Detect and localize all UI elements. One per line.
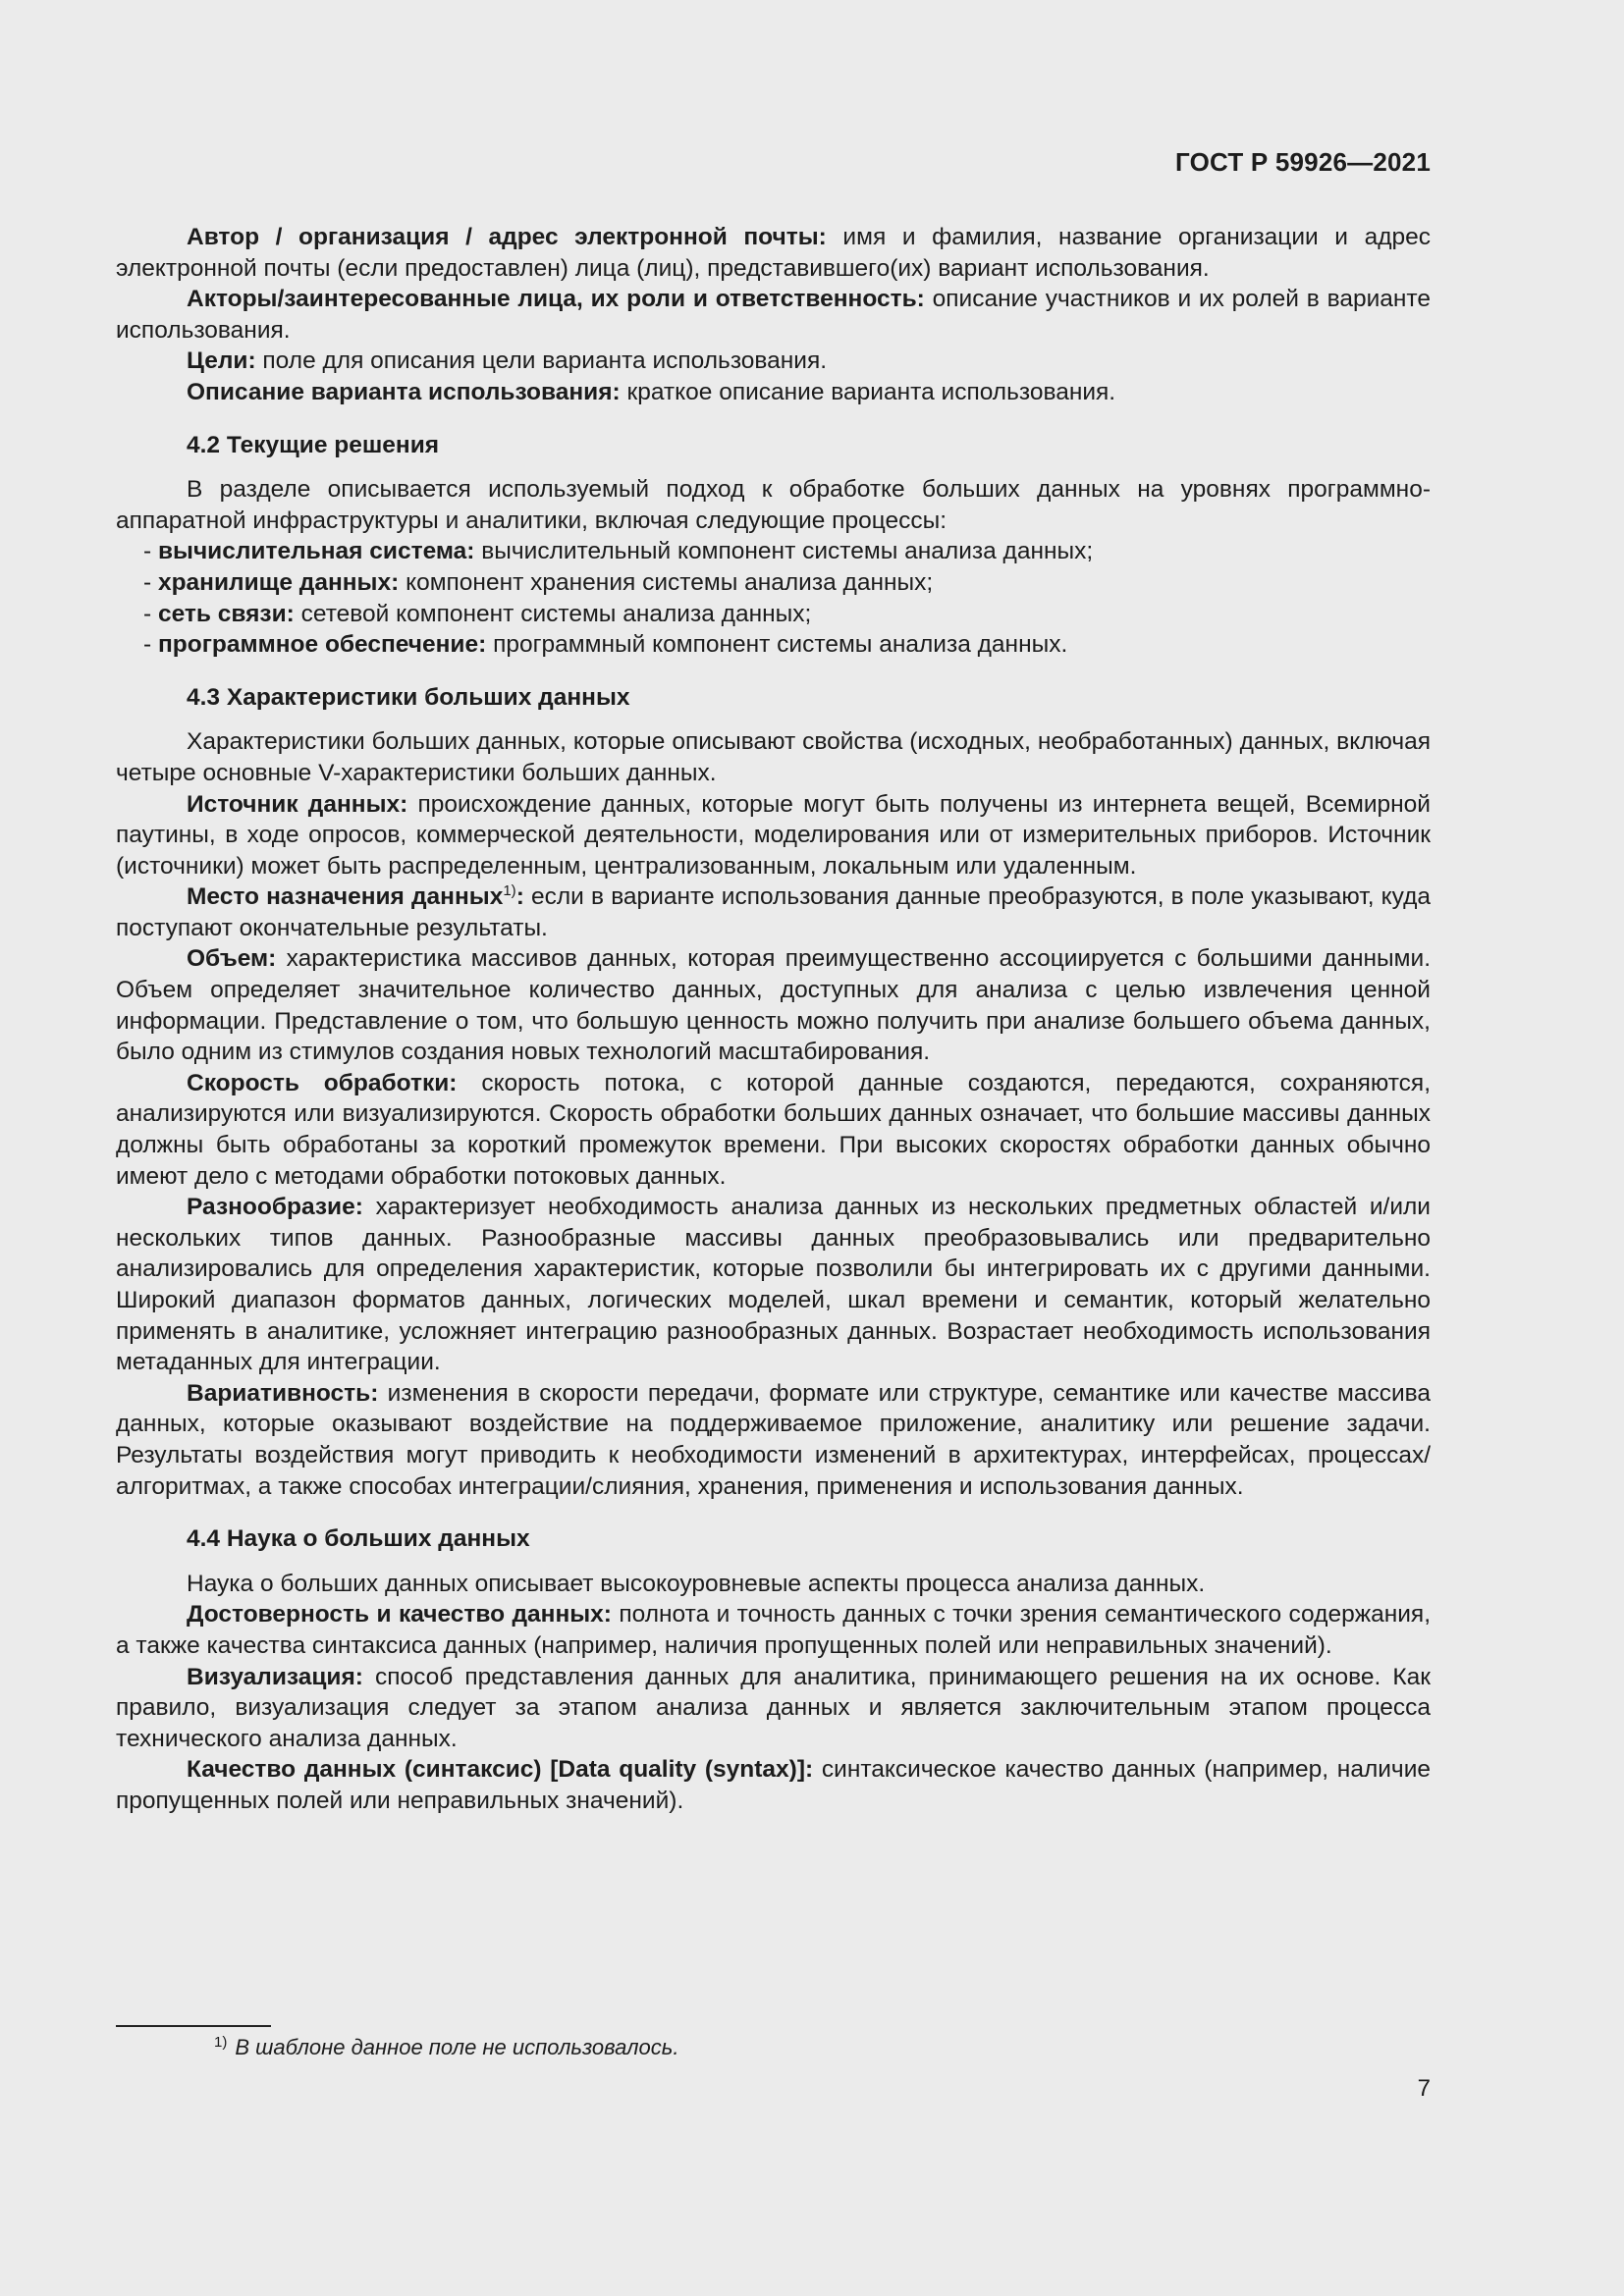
term: Автор / организация / адрес электронной почты: bbox=[187, 224, 827, 250]
footnote-text: В шаблоне данное поле не использовалось. bbox=[235, 2035, 679, 2059]
intro-goals: Цели: поле для описания цели варианта использования. bbox=[187, 347, 828, 375]
page-body bbox=[116, 222, 1431, 1817]
term-variability: Вариативность: изменения в скорости передачи, формате или структуре, семантике или качестве массива данных, которые оказывают воздействие на поддерживаемое приложение, аналитику или решение задачи. Результаты воздействия могут приводить к необходимости изменений в архитектурах, интерфейсах, процессах/алгоритмах, а также способах интеграции/слияния, хранения, применения и использования данных. bbox=[116, 1379, 1431, 1500]
term-source: Источник данных: происхождение данных, которые могут быть получены из интернета вещей, Всемирной паутины, в ходе опросов, коммерческой деятельности, моделирования или от измерительных приборов. Источник (источники) может быть распределенным, централизованным, локальным или удаленным. bbox=[116, 790, 1431, 880]
footnote-ref: 1) bbox=[503, 882, 516, 900]
term-destination: Место назначения данных$^{1)}$: если в варианте использования данные преобразуются, в поле указывают, куда поступают окончательные результаты. bbox=[116, 882, 1432, 941]
term-data-quality: Качество данных (синтаксис) [Data quality (syntax)]: синтаксическое качество данных (например, наличие пропущенных полей или неправильных значений). bbox=[116, 1756, 1432, 1814]
section-heading-4-2: 4.2 Текущие решения bbox=[187, 431, 440, 458]
term-visualization: Визуализация: способ представления данных для аналитика, принимающего решения на их основе. Как правило, визуализация следует за этапом анализа данных и является заключительным этапом процесса технического анализа данных. bbox=[116, 1663, 1431, 1752]
list-item: - сеть связи: сетевой компонент системы анализа данных; bbox=[143, 600, 812, 627]
footnote-separator bbox=[116, 2025, 271, 2027]
term-volume: Объем: характеристика массивов данных, которая преимущественно ассоциируется с большими данными. Объем определяет значительное количество данных, доступных для анализа с целью извлечения ценной информации. Представление о том, что большую ценность можно получить при анализе большего объема данных, было одним из стимулов создания новых технологий масштабирования. bbox=[116, 945, 1431, 1066]
section-4-3-lead: Характеристики больших данных, которые описывают свойства (исходных, необработанных) данных, включая четыре основные V-характеристики больших данных. bbox=[116, 728, 1431, 786]
term: Цели: bbox=[187, 347, 256, 375]
page-number: 7 bbox=[1417, 2075, 1431, 2102]
section-4-2-lead: В разделе описывается используемый подход к обработке больших данных на уровнях программно-аппаратной инфраструктуры и аналитики, включая следующие процессы: bbox=[116, 476, 1431, 534]
term-velocity: Скорость обработки: скорость потока, с которой данные создаются, передаются, сохраняются, анализируются или визуализируются. Скорость обработки больших данных означает, что большие массивы данных должны быть обработаны за короткий промежуток времени. При высоких скоростях обработки данных обычно имеют дело с методами обработки потоковых данных. bbox=[116, 1069, 1432, 1190]
term-variety: Разнообразие: характеризует необходимость анализа данных из нескольких предметных областей и/или нескольких типов данных. Разнообразные массивы данных преобразовывались или предварительно анализировались для определения характеристик, которые позволили бы интегрировать их с другими данными. Широкий диапазон форматов данных, логических моделей, шкал времени и семантик, который желательно применять в аналитике, усложняет интеграцию разнообразных данных. Возрастает необходимость использования метаданных для интеграции. bbox=[116, 1194, 1431, 1376]
term-veracity: Достоверность и качество данных: полнота и точность данных с точки зрения семантического содержания, а также качества синтаксиса данных (например, наличия пропущенных полей или неправильных значений). bbox=[116, 1601, 1431, 1659]
document-code: ГОСТ Р 59926—2021 bbox=[1175, 147, 1431, 177]
intro-actors: Акторы/заинтересованные лица, их роли и ответственность: описание участников и их ролей в варианте использования. bbox=[116, 286, 1431, 344]
list-item: - хранилище данных: компонент хранения системы анализа данных; bbox=[143, 568, 934, 596]
section-heading-4-3: 4.3 Характеристики больших данных bbox=[187, 683, 630, 711]
term: Акторы/заинтересованные лица, их роли и ответственность: bbox=[187, 286, 925, 313]
intro-author: Автор / организация / адрес электронной почты: имя и фамилия, название организации и адрес электронной почты (если предоставлен) лица (лиц), представившего(их) вариант использования. bbox=[116, 224, 1431, 282]
list-item: - вычислительная система: вычислительный компонент системы анализа данных; bbox=[143, 538, 1094, 565]
section-heading-4-4: 4.4 Наука о больших данных bbox=[187, 1525, 530, 1553]
footnote-mark: 1) bbox=[214, 2033, 228, 2051]
term: Описание варианта использования: bbox=[187, 378, 621, 405]
section-4-4-lead: Наука о больших данных описывает высокоуровневые аспекты процесса анализа данных. bbox=[187, 1570, 1206, 1597]
footnote bbox=[214, 2034, 678, 2061]
list-item: - программное обеспечение: программный компонент системы анализа данных. bbox=[143, 631, 1068, 659]
intro-description: Описание варианта использования: краткое описание варианта использования. bbox=[187, 378, 1116, 405]
document-page bbox=[116, 0, 1431, 2296]
